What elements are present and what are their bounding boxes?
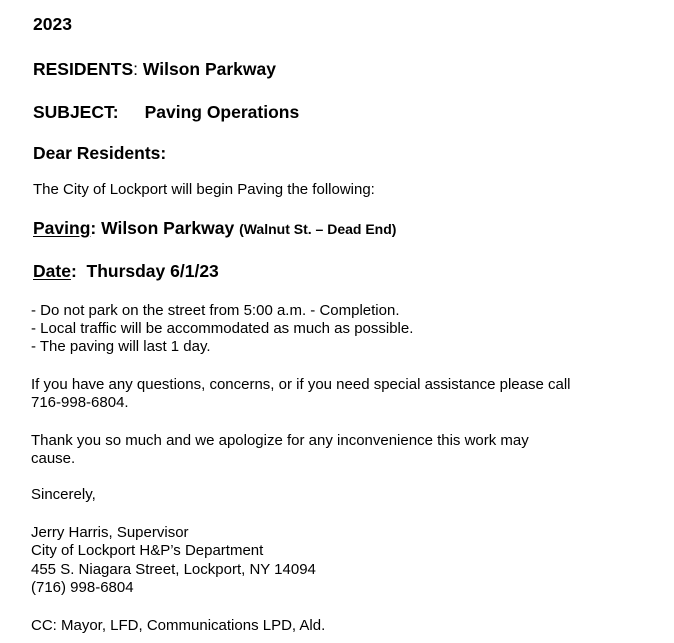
residents-colon: : [133, 59, 139, 79]
thanks-line: Thank you so much and we apologize for any inconvenience this work may [31, 432, 529, 449]
note-item: - The paving will last 1 day. [31, 338, 211, 355]
residents-value: Wilson Parkway [142, 59, 276, 79]
date-label: Date [33, 261, 71, 281]
note-item: - Do not park on the street from 5:00 a.m. - Completion. [31, 302, 400, 319]
note-item: - Local traffic will be accommodated as much as possible. [31, 320, 414, 337]
subject-value: Paving Operations [144, 102, 300, 122]
date-value: Thursday 6/1/23 [86, 261, 219, 281]
cc-line: CC: Mayor, LFD, Communications LPD, Ald. [31, 617, 326, 634]
date-colon: : [70, 261, 77, 281]
subject-label: SUBJECT: [33, 102, 119, 122]
intro-text: The City of Lockport will begin Paving the following: [33, 181, 375, 198]
thanks-line: cause. [31, 450, 76, 467]
closing: Sincerely, [31, 486, 96, 503]
paving-label: Paving [33, 218, 91, 238]
paving-street: Wilson Parkway [101, 218, 235, 238]
paving-colon: : [90, 218, 97, 238]
subject-line [33, 102, 299, 123]
residents-label: RESIDENTS [33, 59, 134, 79]
date-line [33, 261, 219, 282]
residents-line [33, 59, 276, 80]
letter-year: 2023 [33, 14, 72, 34]
greeting: Dear Residents: [33, 143, 167, 163]
signature-line: 455 S. Niagara Street, Lockport, NY 14094 [31, 561, 316, 578]
paving-extent: (Walnut St. – Dead End) [239, 221, 397, 237]
signature-line: City of Lockport H&P’s Department [31, 542, 264, 559]
signature-line: (716) 998-6804 [31, 579, 134, 596]
paving-line [33, 218, 396, 239]
questions-line: If you have any questions, concerns, or if you need special assistance please call [31, 376, 571, 393]
questions-line: 716-998-6804. [31, 394, 129, 411]
signature-line: Jerry Harris, Supervisor [31, 524, 189, 541]
